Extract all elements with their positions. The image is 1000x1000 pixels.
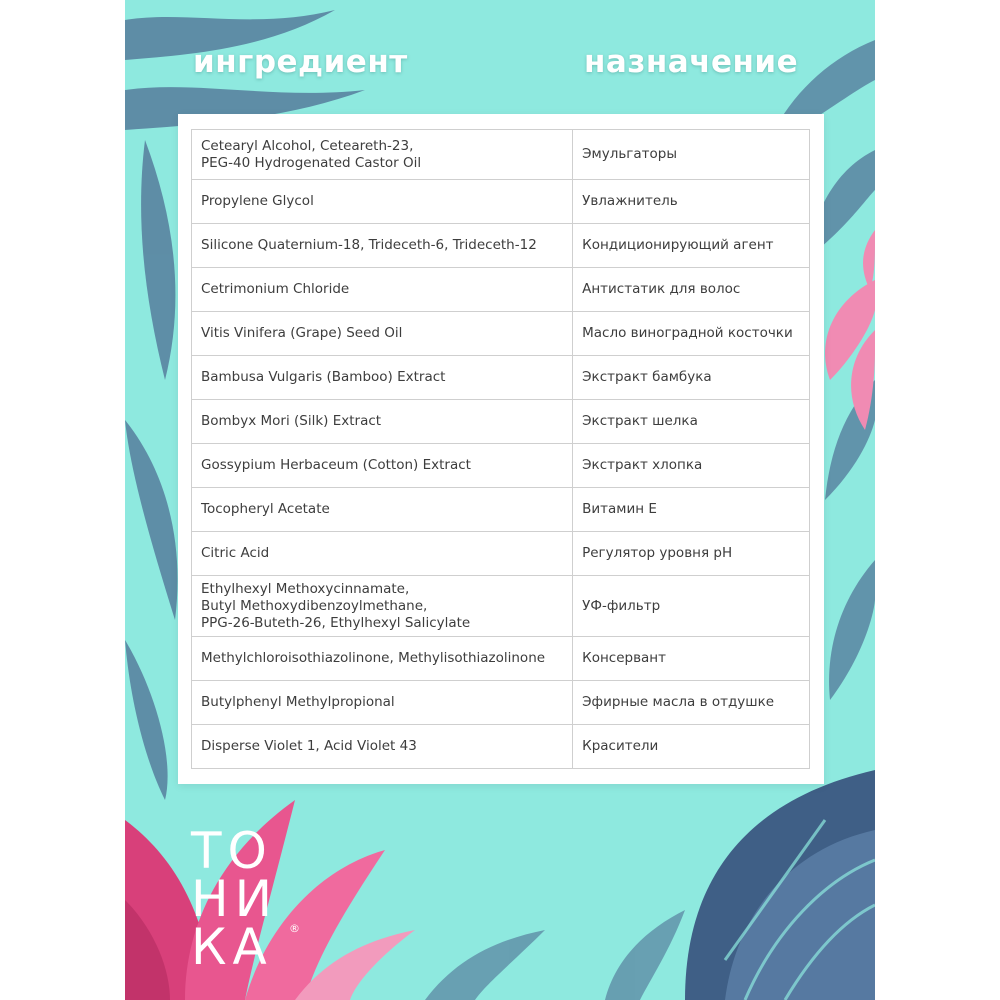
table-row — [192, 268, 810, 312]
ingredient-cell: Gossypium Herbaceum (Cotton) Extract — [192, 444, 573, 488]
purpose-cell: Экстракт шелка — [573, 400, 810, 444]
table-row — [192, 356, 810, 400]
purpose-cell: Антистатик для волос — [573, 268, 810, 312]
ingredient-cell: Methylchloroisothiazolinone, Methylisothiazolinone — [192, 637, 573, 681]
purpose-cell: Эмульгаторы — [573, 130, 810, 180]
ingredient-cell: Bombyx Mori (Silk) Extract — [192, 400, 573, 444]
purpose-cell: Витамин Е — [573, 488, 810, 532]
ingredient-cell: Citric Acid — [192, 532, 573, 576]
table-row — [192, 130, 810, 180]
tonika-logo — [191, 822, 321, 976]
purpose-cell: Экстракт бамбука — [573, 356, 810, 400]
logo-line-2: НИ — [191, 870, 278, 928]
ingredient-cell: Butylphenyl Methylpropional — [192, 681, 573, 725]
purpose-cell: Эфирные масла в отдушке — [573, 681, 810, 725]
ingredient-cell: Cetrimonium Chloride — [192, 268, 573, 312]
ingredient-cell: Vitis Vinifera (Grape) Seed Oil — [192, 312, 573, 356]
product-card — [125, 0, 875, 1000]
ingredient-cell: Bambusa Vulgaris (Bamboo) Extract — [192, 356, 573, 400]
purpose-cell: Кондиционирующий агент — [573, 224, 810, 268]
table-row — [192, 637, 810, 681]
ingredient-cell: Propylene Glycol — [192, 180, 573, 224]
table-row — [192, 444, 810, 488]
purpose-cell: Красители — [573, 725, 810, 769]
registered-mark: ® — [289, 922, 300, 935]
table-row — [192, 681, 810, 725]
purpose-cell: Экстракт хлопка — [573, 444, 810, 488]
ingredient-cell: Disperse Violet 1, Acid Violet 43 — [192, 725, 573, 769]
ingredient-cell: Ethylhexyl Methoxycinnamate, Butyl Methoxydibenzoylmethane, PPG-26-Buteth-26, Ethylhexyl Salicylate — [192, 576, 573, 637]
table-row — [192, 400, 810, 444]
purpose-cell: Консервант — [573, 637, 810, 681]
ingredient-cell: Cetearyl Alcohol, Ceteareth-23, PEG-40 Hydrogenated Castor Oil — [192, 130, 573, 180]
table-row — [192, 725, 810, 769]
purpose-heading: назначение — [584, 44, 799, 80]
ingredients-table — [191, 129, 810, 769]
purpose-cell: Увлажнитель — [573, 180, 810, 224]
ingredient-heading: ингредиент — [193, 44, 408, 80]
logo-line-1: ТО — [191, 822, 273, 880]
logo-line-3: КА — [191, 918, 273, 976]
table-row — [192, 532, 810, 576]
ingredients-panel — [178, 114, 824, 784]
table-row — [192, 312, 810, 356]
table-row — [192, 180, 810, 224]
table-row — [192, 488, 810, 532]
table-row — [192, 224, 810, 268]
ingredient-cell: Silicone Quaternium-18, Trideceth-6, Trideceth-12 — [192, 224, 573, 268]
purpose-cell: УФ-фильтр — [573, 576, 810, 637]
ingredient-cell: Tocopheryl Acetate — [192, 488, 573, 532]
purpose-cell: Масло виноградной косточки — [573, 312, 810, 356]
purpose-cell: Регулятор уровня pH — [573, 532, 810, 576]
table-row — [192, 576, 810, 637]
